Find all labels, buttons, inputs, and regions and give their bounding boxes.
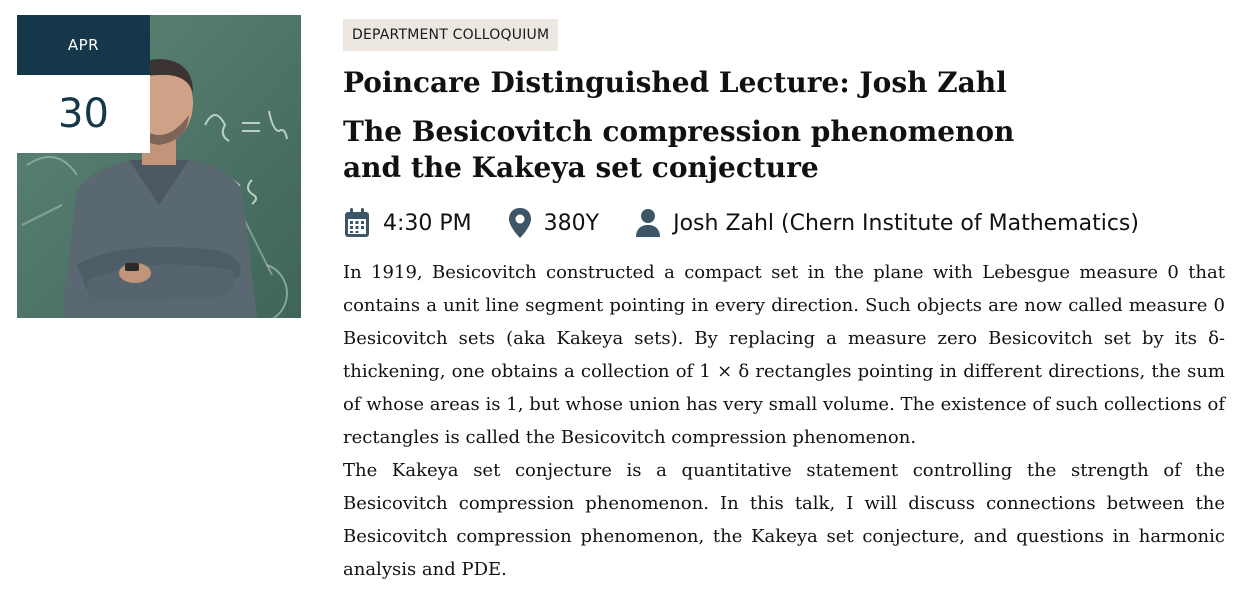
- talk-title-line-1: The Besicovitch compression phenomenon: [343, 115, 1015, 148]
- event-date-month: APR: [17, 15, 150, 75]
- event-speaker-text: Josh Zahl (Chern Institute of Mathematics): [673, 210, 1139, 236]
- event-time: [343, 207, 472, 239]
- event-abstract: [343, 256, 1225, 586]
- person-icon: [635, 208, 661, 238]
- abstract-paragraph-2: The Kakeya set conjecture is a quantitative statement controlling the strength of the Besicovitch compression phenomenon. In this talk, I will discuss connections between the Besicovitch compression phenomenon, the Kakeya set conjecture, and questions in harmonic analysis and PDE.: [343, 460, 1225, 580]
- event-date-day: 30: [17, 75, 150, 153]
- event-location: [508, 207, 599, 239]
- talk-title-line-2: and the Kakeya set conjecture: [343, 151, 819, 184]
- event-time-text: 4:30 PM: [383, 210, 472, 236]
- event-title[interactable]: Poincare Distinguished Lecture: Josh Zahl: [343, 66, 1007, 99]
- abstract-paragraph-1: In 1919, Besicovitch constructed a compact set in the plane with Lebesgue measure 0 that contains a unit line segment pointing in every direction. Such objects are now called measure 0 Besicovitch sets (aka Kakeya sets). By replacing a measure zero Besicovitch set by its δ-thickening, one obtains a collection of 1 × δ rectangles pointing in different directions, the sum of whose areas is 1, but whose union has very small volume. The existence of such collections of rectangles is called the Besicovitch compression phenomenon.: [343, 262, 1225, 448]
- event-category-tag[interactable]: DEPARTMENT COLLOQUIUM: [343, 19, 558, 51]
- event-location-text: 380Y: [543, 210, 600, 236]
- event-speaker: [635, 208, 1139, 238]
- talk-title: [343, 114, 1043, 186]
- event-meta: [343, 206, 1225, 240]
- speaker-photo: [17, 15, 301, 318]
- event-details: [343, 19, 1225, 586]
- event-date-badge: [17, 15, 150, 153]
- map-pin-icon: [508, 207, 532, 239]
- calendar-icon: [343, 207, 371, 239]
